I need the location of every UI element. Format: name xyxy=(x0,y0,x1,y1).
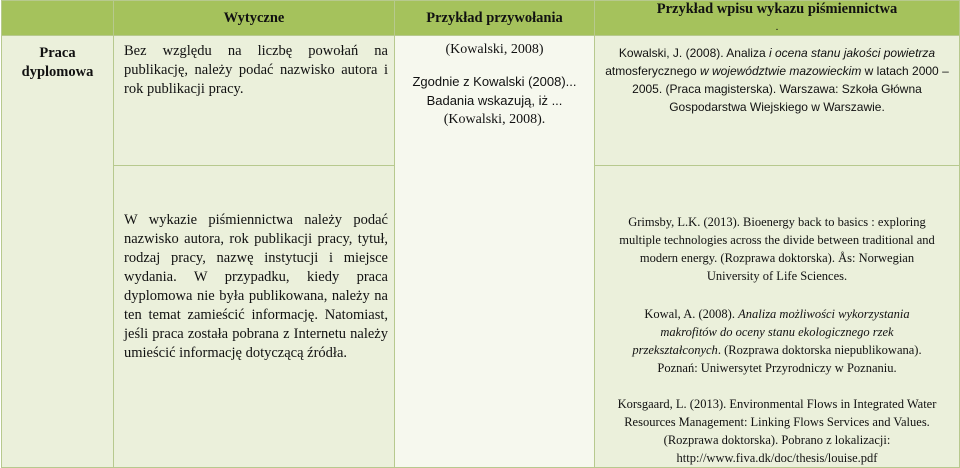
entry-4-line2: Resources Management: Linking Flows Services and Values. xyxy=(624,415,930,429)
entry-1-publisher: Gospodarstwa Wiejskiego w Warszawie. xyxy=(669,100,885,114)
bibliography-entry-4 xyxy=(601,395,953,467)
entry-4-line3: (Rozprawa doktorska). Pobrano z lokalizacji: xyxy=(663,433,891,447)
row-top xyxy=(2,36,960,166)
entry-1-title-c: w województwie mazowieckim xyxy=(699,64,862,78)
entry-3-type: . (Rozprawa doktorska niepublikowana). xyxy=(717,343,922,357)
header-empty xyxy=(2,1,114,36)
entry-1-type: 2005. (Praca magisterska). Warszawa: Szkoła Główna xyxy=(632,82,922,96)
entry-4-url: http://www.fiva.dk/doc/thesis/louise.pdf xyxy=(676,451,878,465)
citation-3: Badania wskazują, iż ... xyxy=(426,93,563,108)
bibliography-entry-3 xyxy=(601,305,953,377)
entry-1-author: Kowalski, J. (2008). Analiza xyxy=(618,46,769,60)
entry-2-line4: University of Life Sciences. xyxy=(706,269,848,283)
citation-guidelines-table xyxy=(1,0,960,468)
entry-4-line1: Korsgaard, L. (2013). Environmental Flows in Integrated Water xyxy=(617,397,937,411)
row-label-cell xyxy=(2,36,114,468)
citation-example-cell xyxy=(395,36,595,468)
entry-3-publisher: Poznań: Uniwersytet Przyrodniczy w Poznaniu. xyxy=(657,361,897,375)
row-label-line1: Praca xyxy=(39,45,76,61)
header-bibliography-text: Przykład wpisu wykazu piśmiennictwa xyxy=(656,1,898,17)
citation-4: (Kowalski, 2008). xyxy=(443,112,546,127)
entry-3-title-c: przekształconych xyxy=(632,343,718,357)
entry-2-line3: modern energy. (Rozprawa doktorska). Ås: Norwegian xyxy=(639,251,915,265)
guideline-2-cell xyxy=(114,166,395,468)
entry-1-title-d: w latach 2000 – xyxy=(861,64,949,78)
bibliography-entries-cell xyxy=(595,166,960,468)
entry-1-title-a: i ocena stanu jakości powietrza xyxy=(768,46,936,60)
entry-2-line1: Grimsby, L.K. (2013). Bioenergy back to basics : exploring xyxy=(628,215,926,229)
guideline-2: W wykazie piśmiennictwa należy podać nazwisko autora, rok publikacji pracy, tytuł, rodzaj pracy, nazwę instytucji i miejsce wydania. W przypadku, kiedy praca dyplomowa nie była publikowana, należy na ten temat zamieścić informację. Natomiast, jeśli praca została pobrana z Internetu należy umieścić informację dotyczącą źródła. xyxy=(124,212,388,361)
citation-2: Zgodnie z Kowalski (2008)... xyxy=(412,74,577,89)
header-guidelines: Wytyczne xyxy=(114,1,395,36)
citation-1: (Kowalski, 2008) xyxy=(445,42,544,57)
header-citation-example: Przykład przywołania xyxy=(395,1,595,36)
entry-1-title-b: atmosferycznego xyxy=(605,64,700,78)
bibliography-entry-2 xyxy=(601,213,953,285)
guideline-1-cell xyxy=(114,36,395,166)
guideline-1: Bez względu na liczbę powołań na publikację, należy podać nazwisko autora i rok publikacji pracy. xyxy=(124,43,388,97)
row-label-line2: dyplomowa xyxy=(21,64,94,80)
header-row xyxy=(2,1,960,36)
entry-3-author: Kowal, A. (2008). xyxy=(644,307,739,321)
entry-2-line2: multiple technologies across the divide between traditional and xyxy=(619,233,935,247)
entry-3-title-b: makrofitów do oceny stanu ekologicznego rzek xyxy=(660,325,894,339)
bibliography-entry-1-cell xyxy=(595,36,960,166)
header-bibliography-dot: . xyxy=(775,21,779,33)
header-bibliography-example xyxy=(595,1,960,36)
bibliography-entry-1 xyxy=(601,44,953,116)
entry-3-title-a: Analiza możliwości wykorzystania xyxy=(738,307,910,321)
